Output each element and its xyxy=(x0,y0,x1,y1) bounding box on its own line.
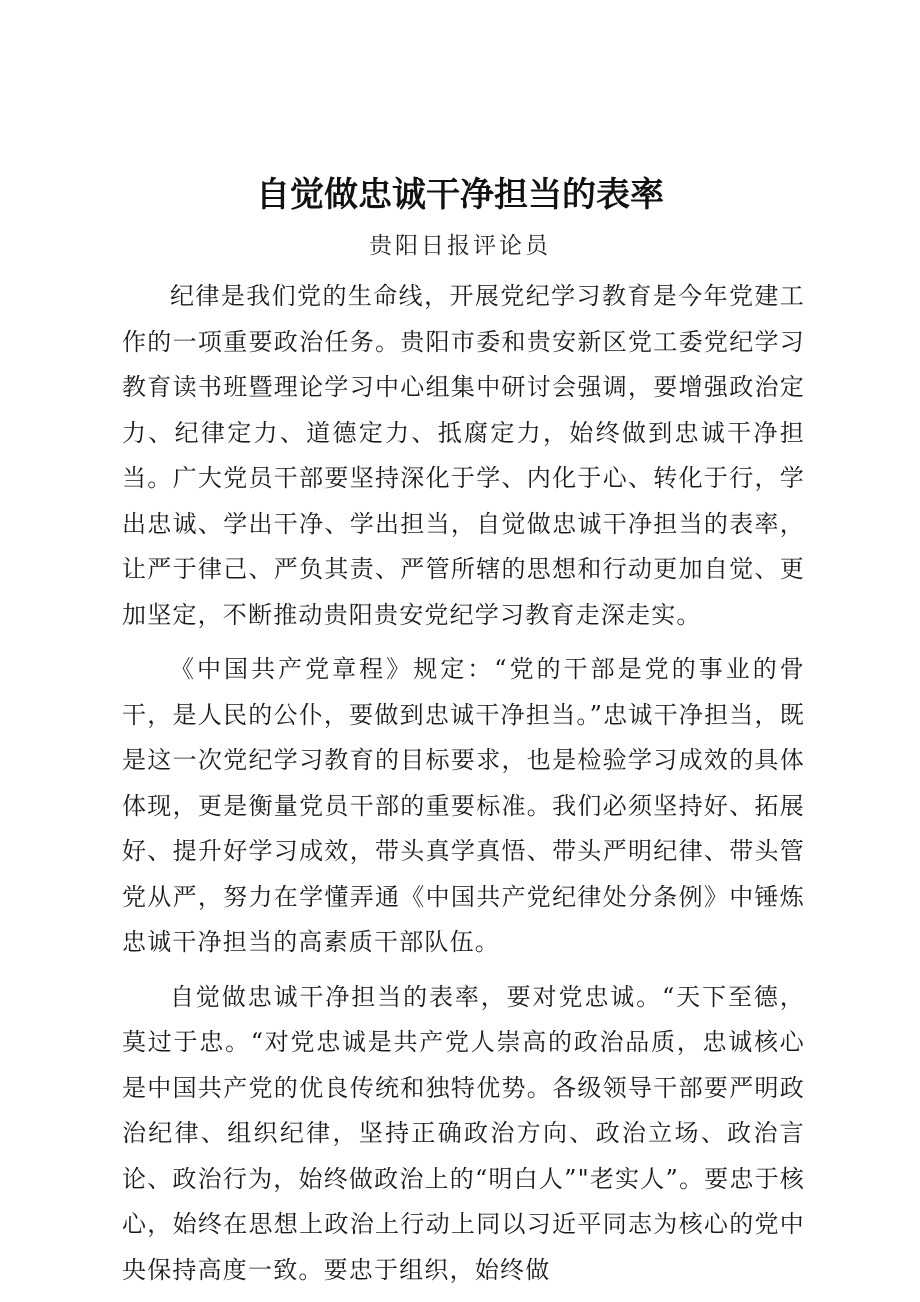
article-body xyxy=(122,274,805,1302)
paragraph: 自觉做忠诚干净担当的表率，要对党忠诚。“天下至德，莫过于忠。“对党忠诚是共产党人崇高的政治品质，忠诚核心是中国共产党的优良传统和独特优势。各级领导干部要严明政治纪律、组织纪律，坚持正确政治方向、政治立场、政治言论、政治行为，始终做政治上的“明白人”"老实人”。要忠于核心，始终在思想上政治上行动上同以习近平同志为核心的党中央保持高度一致。要忠于组织，始终做 xyxy=(122,982,805,1284)
article-title: 自觉做忠诚干净担当的表率 xyxy=(256,175,664,215)
paragraph: 《中国共产党章程》规定：“党的干部是党的事业的骨干，是人民的公仆，要做到忠诚干净担当。”忠诚干净担当，既是这一次党纪学习教育的目标要求，也是检验学习成效的具体体现，更是衡量党员干部的重要标准。我们必须坚持好、拓展好、提升好学习成效，带头真学真悟、带头严明纪律、带头管党从严，努力在学懂弄通《中国共产党纪律处分条例》中锤炼忠诚干净担当的高素质干部队伍。 xyxy=(122,655,805,956)
paragraph: 纪律是我们党的生命线，开展党纪学习教育是今年党建工作的一项重要政治任务。贵阳市委和贵安新区党工委党纪学习教育读书班暨理论学习中心组集中研讨会强调，要增强政治定力、纪律定力、道德定力、抵腐定力，始终做到忠诚干净担当。广大党员干部要坚持深化于学、内化于心、转化于行，学出忠诚、学出干净、学出担当，自觉做忠诚干净担当的表率，让严于律己、严负其责、严管所辖的思想和行动更加自觉、更加坚定，不断推动贵阳贵安党纪学习教育走深走实。 xyxy=(122,282,805,629)
article-byline: 贵阳日报评论员 xyxy=(369,233,551,259)
